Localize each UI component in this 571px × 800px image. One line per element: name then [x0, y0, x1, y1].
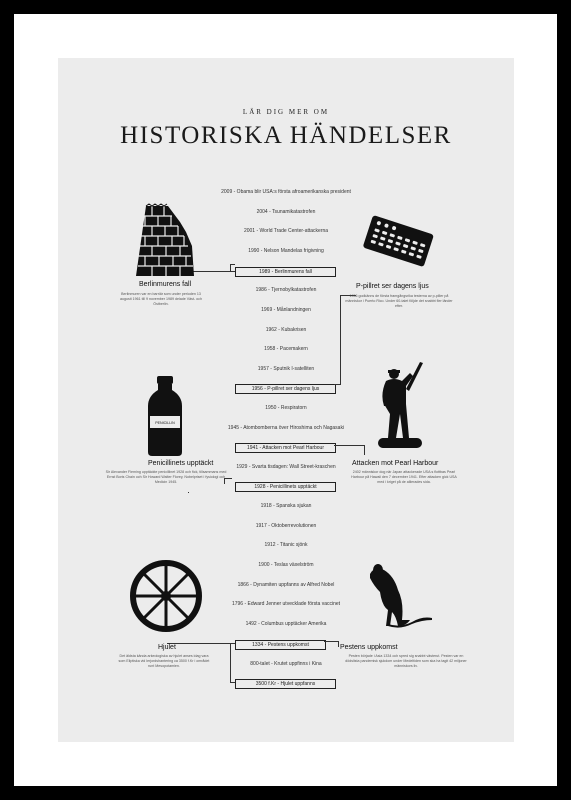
timeline-event: 2001 - World Trade Center-attackerna: [243, 228, 329, 234]
connector-line: [167, 643, 235, 644]
pill-description: 1956 godkänns de första framgångsrika testerna av p-piller på människor i Puerto Rico. Under 60-talet följde det snabbt fler länder efter.: [345, 294, 453, 308]
connector-line: [230, 264, 235, 265]
rat-icon: [364, 560, 434, 636]
timeline-event-highlighted: 1989 - Berlinmurens fall: [235, 267, 336, 277]
connector-line: [338, 641, 339, 647]
connector-line: [340, 295, 341, 385]
timeline-event: 2004 - Tsunamikatastrofen: [256, 209, 316, 215]
timeline-event: 800-talet - Krutet uppfinns i Kina: [250, 661, 322, 667]
poster: [58, 58, 514, 742]
wheel-icon: [130, 560, 202, 632]
pearl-caption: Attacken mot Pearl Harbour: [352, 460, 439, 467]
connector-line: [230, 643, 231, 682]
connector-line: [230, 264, 231, 272]
timeline-event: 1492 - Columbus upptäcker Amerika: [245, 621, 327, 627]
timeline-event-highlighted: 1956 - P-pillret ser dagens ljus: [235, 384, 336, 394]
timeline-event: 1866 - Dynamiten uppfanns av Alfred Nobel: [237, 582, 335, 588]
timeline-event: 1912 - Titanic sjönk: [264, 542, 308, 548]
penicillin-caption: Penicillinets upptäckt: [148, 460, 214, 467]
connector-line: [364, 445, 365, 455]
pill-pack-icon: [360, 216, 436, 268]
soldier-icon: [376, 360, 432, 456]
brick-wall-icon: [136, 204, 196, 278]
timeline-event: 1969 - Månlandningen: [261, 307, 311, 313]
page-title: HISTORISKA HÄNDELSER: [120, 122, 452, 149]
timeline-event: 1796 - Edward Jenner utvecklade första vaccinet: [231, 601, 341, 607]
berlin-caption: Berlinmurens fall: [139, 281, 192, 288]
wheel-description: Det äldsta kända arkeologiska av hjulet anses idag vara som Eliptiska vid lerjordshantering ca 3500 f.Kr i området runt Mesopotamien.: [118, 654, 210, 668]
wheel-caption: Hjulet: [158, 644, 176, 651]
connector-line: [334, 445, 364, 446]
timeline-event: 1957 - Sputnik I-satelliten: [257, 366, 315, 372]
timeline-event: 1986 - Tjernobylkatastrofen: [255, 287, 317, 293]
timeline-event: 1990 - Nelson Mandelas frigivning: [248, 248, 324, 254]
pearl-description: 2402 människor dog när Japan attackerade USA:s flottbas Pearl Harbour på Hawaii den 7 december 1941. Efter attacken gick USA med i kriget på de allierades sida.: [351, 470, 457, 484]
medicine-bottle-icon: [146, 376, 184, 458]
timeline-event-highlighted: 3500 f.Kr - Hjulet uppfanns: [235, 679, 336, 689]
penicillin-description: Sir Alexander Fleming upptäckte penicillinet 1928 och fick, tillsammans med Ernst Boris Chain och Sir Howard Walter Florey, Nobelpriset i fysiologi och Medicin 1945.: [105, 470, 227, 484]
berlin-description: Berlinmuren var en barriär som under perioden 13 augusti 1961 till 9 november 1989 delade Väst- och Östberlin.: [120, 292, 202, 306]
timeline-event: 1945 - Atombomberna över Hiroshima och Nagasaki: [227, 425, 345, 431]
plague-caption: Pestens uppkomst: [340, 644, 398, 651]
timeline-event: 1918 - Spanska sjukan: [260, 503, 312, 509]
timeline-event-highlighted: 1941 - Attacken mot Pearl Harbour: [235, 443, 336, 453]
bottle-label: PENICILLIN: [155, 421, 175, 425]
pill-caption: P-pillret ser dagens ljus: [356, 283, 429, 290]
timeline-event: 1929 - Svarta tisdagen: Wall Street-kraschen: [236, 464, 336, 470]
timeline-event: 1962 - Kubakrisen: [265, 327, 307, 333]
timeline-event: 1900 - Teslas växelström: [258, 562, 314, 568]
kicker: LÄR DIG MER OM: [242, 108, 330, 116]
timeline-event-highlighted: 1334 - Pestens uppkomst: [235, 640, 326, 650]
timeline-event-highlighted: 1928 - Penicillinets upptäckt: [235, 482, 336, 492]
connector-line: [188, 492, 189, 493]
connector-line: [324, 641, 338, 642]
plague-description: Pesten började i Asia 1334 och spred sig snabbt västerut. Pesten var en dödslista pandemisk sjukdom under Medeltiden som ska ha tagit 42 miljoner människors liv.: [345, 654, 467, 668]
timeline-event: 2009 - Obama blir USA:s första afroamerikanska president: [221, 189, 351, 195]
connector-line: [230, 682, 235, 683]
timeline-event: 1917 - Oktoberrevolutionen: [255, 523, 317, 529]
timeline-event: 1958 - Pacemakern: [264, 346, 308, 352]
timeline-event: 1950 - Respiratorn: [265, 405, 307, 411]
